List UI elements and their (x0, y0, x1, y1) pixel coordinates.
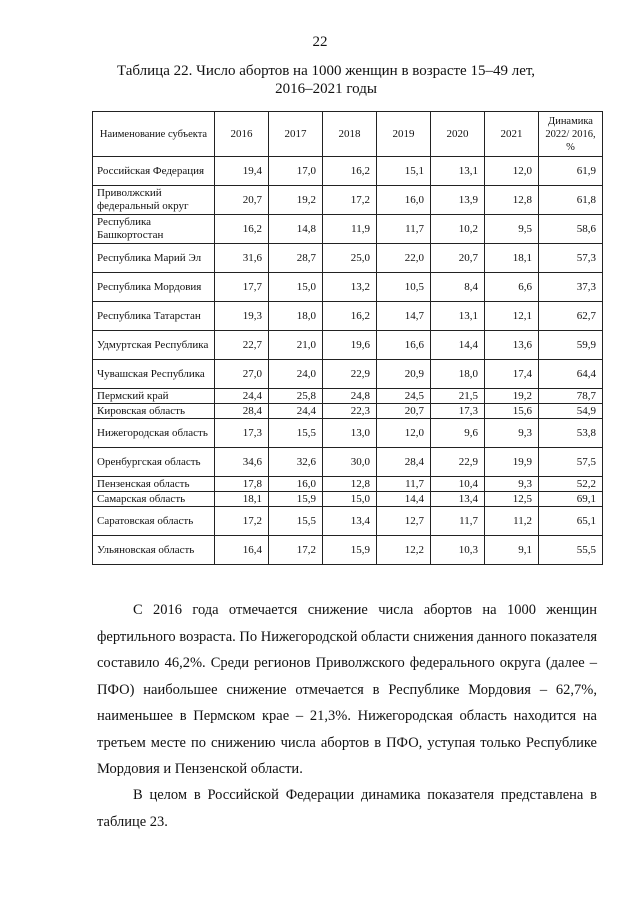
dynamics-cell: 78,7 (539, 389, 603, 404)
value-cell: 9,3 (485, 477, 539, 492)
value-cell: 10,2 (431, 215, 485, 244)
table-title (96, 62, 556, 98)
dynamics-cell: 65,1 (539, 507, 603, 536)
value-cell: 22,3 (323, 404, 377, 419)
header-dynamics: Динамика 2022/ 2016, % (539, 112, 603, 157)
subject-name-cell: Республика Башкортостан (93, 215, 215, 244)
dynamics-cell: 61,8 (539, 186, 603, 215)
table-row (93, 419, 603, 448)
table-row (93, 507, 603, 536)
value-cell: 11,7 (377, 215, 431, 244)
table-row (93, 331, 603, 360)
subject-name-cell: Удмуртская Республика (93, 331, 215, 360)
table-body (93, 157, 603, 565)
dynamics-cell: 69,1 (539, 492, 603, 507)
dynamics-cell: 57,3 (539, 244, 603, 273)
header-year-2019: 2019 (377, 112, 431, 157)
value-cell: 20,7 (377, 404, 431, 419)
dynamics-cell: 57,5 (539, 448, 603, 477)
value-cell: 12,8 (485, 186, 539, 215)
table-row (93, 389, 603, 404)
value-cell: 22,7 (215, 331, 269, 360)
value-cell: 14,4 (431, 331, 485, 360)
value-cell: 12,0 (377, 419, 431, 448)
value-cell: 19,6 (323, 331, 377, 360)
header-year-2017: 2017 (269, 112, 323, 157)
table-row (93, 536, 603, 565)
subject-name-cell: Ульяновская область (93, 536, 215, 565)
value-cell: 20,7 (431, 244, 485, 273)
table-header-row (93, 112, 603, 157)
value-cell: 27,0 (215, 360, 269, 389)
header-year-2021: 2021 (485, 112, 539, 157)
value-cell: 12,1 (485, 302, 539, 331)
value-cell: 20,7 (215, 186, 269, 215)
value-cell: 18,1 (215, 492, 269, 507)
value-cell: 24,8 (323, 389, 377, 404)
value-cell: 15,9 (323, 536, 377, 565)
value-cell: 17,4 (485, 360, 539, 389)
value-cell: 28,7 (269, 244, 323, 273)
value-cell: 17,3 (215, 419, 269, 448)
value-cell: 12,5 (485, 492, 539, 507)
value-cell: 31,6 (215, 244, 269, 273)
value-cell: 22,0 (377, 244, 431, 273)
value-cell: 19,3 (215, 302, 269, 331)
value-cell: 16,4 (215, 536, 269, 565)
value-cell: 15,5 (269, 419, 323, 448)
subject-name-cell: Самарская область (93, 492, 215, 507)
value-cell: 13,4 (323, 507, 377, 536)
value-cell: 22,9 (323, 360, 377, 389)
subject-name-cell: Республика Мордовия (93, 273, 215, 302)
value-cell: 25,8 (269, 389, 323, 404)
value-cell: 28,4 (377, 448, 431, 477)
value-cell: 18,1 (485, 244, 539, 273)
value-cell: 12,7 (377, 507, 431, 536)
value-cell: 15,1 (377, 157, 431, 186)
table-row (93, 302, 603, 331)
value-cell: 16,2 (323, 157, 377, 186)
table-row (93, 244, 603, 273)
value-cell: 15,9 (269, 492, 323, 507)
table-row (93, 448, 603, 477)
value-cell: 13,2 (323, 273, 377, 302)
value-cell: 11,7 (431, 507, 485, 536)
value-cell: 19,2 (269, 186, 323, 215)
dynamics-cell: 61,9 (539, 157, 603, 186)
value-cell: 9,1 (485, 536, 539, 565)
value-cell: 16,6 (377, 331, 431, 360)
table-row (93, 273, 603, 302)
abortion-rate-table (92, 111, 603, 565)
value-cell: 24,0 (269, 360, 323, 389)
subject-name-cell: Российская Федерация (93, 157, 215, 186)
value-cell: 8,4 (431, 273, 485, 302)
dynamics-cell: 64,4 (539, 360, 603, 389)
value-cell: 17,2 (269, 536, 323, 565)
value-cell: 24,4 (269, 404, 323, 419)
value-cell: 18,0 (431, 360, 485, 389)
value-cell: 11,9 (323, 215, 377, 244)
value-cell: 16,2 (215, 215, 269, 244)
value-cell: 15,0 (269, 273, 323, 302)
table-row (93, 477, 603, 492)
value-cell: 14,4 (377, 492, 431, 507)
table-row (93, 157, 603, 186)
dynamics-cell: 53,8 (539, 419, 603, 448)
table-title-line-1: Таблица 22. Число абортов на 1000 женщин в возрасте 15–49 лет, (116, 63, 536, 79)
value-cell: 16,0 (269, 477, 323, 492)
value-cell: 9,3 (485, 419, 539, 448)
dynamics-cell: 59,9 (539, 331, 603, 360)
value-cell: 13,4 (431, 492, 485, 507)
value-cell: 19,4 (215, 157, 269, 186)
value-cell: 17,3 (431, 404, 485, 419)
value-cell: 17,2 (323, 186, 377, 215)
table-title-line-2: 2016–2021 годы (275, 81, 377, 97)
subject-name-cell: Республика Марий Эл (93, 244, 215, 273)
page-number: 22 (312, 34, 328, 50)
value-cell: 16,2 (323, 302, 377, 331)
value-cell: 32,6 (269, 448, 323, 477)
value-cell: 14,8 (269, 215, 323, 244)
value-cell: 15,5 (269, 507, 323, 536)
value-cell: 13,0 (323, 419, 377, 448)
dynamics-cell: 55,5 (539, 536, 603, 565)
value-cell: 12,8 (323, 477, 377, 492)
subject-name-cell: Республика Татарстан (93, 302, 215, 331)
dynamics-cell: 58,6 (539, 215, 603, 244)
table-row (93, 492, 603, 507)
subject-name-cell: Приволжский федеральный округ (93, 186, 215, 215)
value-cell: 22,9 (431, 448, 485, 477)
value-cell: 13,9 (431, 186, 485, 215)
value-cell: 12,0 (485, 157, 539, 186)
dynamics-cell: 62,7 (539, 302, 603, 331)
value-cell: 30,0 (323, 448, 377, 477)
value-cell: 17,8 (215, 477, 269, 492)
dynamics-cell: 54,9 (539, 404, 603, 419)
subject-name-cell: Кировская область (93, 404, 215, 419)
value-cell: 15,0 (323, 492, 377, 507)
paragraph-2 (97, 782, 597, 835)
subject-name-cell: Пермский край (93, 389, 215, 404)
value-cell: 18,0 (269, 302, 323, 331)
header-year-2020: 2020 (431, 112, 485, 157)
value-cell: 13,1 (431, 157, 485, 186)
value-cell: 10,5 (377, 273, 431, 302)
value-cell: 28,4 (215, 404, 269, 419)
value-cell: 14,7 (377, 302, 431, 331)
value-cell: 16,0 (377, 186, 431, 215)
paragraph-1 (97, 597, 597, 783)
subject-name-cell: Саратовская область (93, 507, 215, 536)
value-cell: 10,4 (431, 477, 485, 492)
value-cell: 21,0 (269, 331, 323, 360)
subject-name-cell: Нижегородская область (93, 419, 215, 448)
header-subject: Наименование субъекта (93, 112, 215, 157)
subject-name-cell: Пензенская область (93, 477, 215, 492)
value-cell: 13,6 (485, 331, 539, 360)
table-row (93, 215, 603, 244)
value-cell: 9,5 (485, 215, 539, 244)
paragraph-1-text: С 2016 года отмечается снижение числа абортов на 1000 женщин фертильного возраста. По Нижегородской области снижения данного показателя составило 46,2%. Среди регионов Приволжского федерального округа (далее – ПФО) наибольшее снижение отмечается в Республике Мордовия – 62,7%, наименьшее в Пермском крае – 21,3%. Нижегородская область находится на третьем месте по снижению числа абортов в ПФО, уступая только Республике Мордовия и Пензенской области. (97, 602, 597, 777)
paragraph-2-text: В целом в Российской Федерации динамика показателя представлена в таблице 23. (97, 787, 597, 830)
value-cell: 9,6 (431, 419, 485, 448)
value-cell: 19,2 (485, 389, 539, 404)
value-cell: 15,6 (485, 404, 539, 419)
value-cell: 12,2 (377, 536, 431, 565)
value-cell: 11,7 (377, 477, 431, 492)
value-cell: 6,6 (485, 273, 539, 302)
dynamics-cell: 52,2 (539, 477, 603, 492)
value-cell: 34,6 (215, 448, 269, 477)
value-cell: 24,4 (215, 389, 269, 404)
header-year-2018: 2018 (323, 112, 377, 157)
value-cell: 20,9 (377, 360, 431, 389)
value-cell: 19,9 (485, 448, 539, 477)
value-cell: 17,7 (215, 273, 269, 302)
value-cell: 11,2 (485, 507, 539, 536)
table-row (93, 360, 603, 389)
subject-name-cell: Оренбургская область (93, 448, 215, 477)
value-cell: 25,0 (323, 244, 377, 273)
header-year-2016: 2016 (215, 112, 269, 157)
value-cell: 17,2 (215, 507, 269, 536)
value-cell: 24,5 (377, 389, 431, 404)
subject-name-cell: Чувашская Республика (93, 360, 215, 389)
value-cell: 21,5 (431, 389, 485, 404)
value-cell: 17,0 (269, 157, 323, 186)
dynamics-cell: 37,3 (539, 273, 603, 302)
value-cell: 13,1 (431, 302, 485, 331)
value-cell: 10,3 (431, 536, 485, 565)
table-row (93, 404, 603, 419)
table-row (93, 186, 603, 215)
